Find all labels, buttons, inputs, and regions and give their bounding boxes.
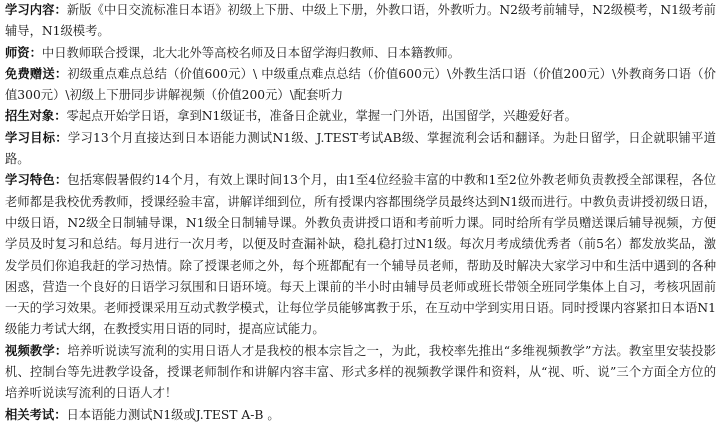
section-label: 学习目标： [5,130,68,145]
section-text: 包括寒假暑假约14个月，有效上课时间13个月，由1至4位经验丰富的中教和1至2位外教老师负责教授全部课程，各位老师都是我校优秀教师，授课经验丰富，讲解详细到位，所有授课内容都围绕学员最终达到N1级而进行。中教负责讲授初级日语，中级日语，N2级全日制辅导课，N1级全日制辅导课。外教负责讲授口语和考前听力课。同时给所有学员赠送课后辅导视频，方便学员及时复习和总结。每月进行一次月考，以便及时查漏补缺，稳扎稳打过N1级。每次月考成绩优秀者（前5名）都发放奖品，激发学员们你追我赶的学习热情。除了授课老师之外，每个班都配有一个辅导员老师，帮助及时解决大家学习中和生活中遇到的各种困惑，营造一个良好的日语学习氛围和日语环境。每天上课前的半小时由辅导员老师或班长带领全班同学集体上自习，考核巩固前一天的学习效果。老师授课采用互动式教学模式，让每位学员能够寓教于乐，在互动中学到实用日语。同时授课内容紧扣日本语N1级能力考试大纲，在教授实用日语的同时，提高应试能力。 [5,173,716,337]
section-free-gifts [5,64,716,107]
section-text: 新版《中日交流标准日本语》初级上下册、中级上下册，外教口语，外教听力。N2级考前辅导，N2级模考，N1级考前辅导，N1级模考。 [5,3,716,39]
section-label: 师资： [5,45,42,60]
section-learning-goals [5,128,716,171]
section-text: 零起点开始学日语，拿到N1级证书，准备日企就业，掌握一门外语，出国留学，兴趣爱好者。 [66,109,577,124]
section-label: 学习内容： [5,3,67,17]
section-teachers [5,43,716,64]
section-text: 初级重点难点总结（价值600元）\ 中级重点难点总结（价值600元）\外教生活口语（价值200元）\外教商务口语（价值300元）\初级上下册同步讲解视频（价值200元）\配套听力 [5,66,716,103]
section-label: 相关考试： [5,407,67,422]
section-target-students [5,106,716,127]
section-text: 日本语能力测试N1级或J.TEST A-B 。 [66,407,280,422]
section-text: 学习13个月直接达到日本语能力测试N1级、J.TEST考试AB级、掌握流利会话和翻译。为赴日留学，日企就职铺平道路。 [5,130,716,167]
section-study-content [5,0,716,43]
section-text: 培养听说读写流利的实用日语人才是我校的根本宗旨之一，为此，我校率先推出“多维视频教学”方法。教室里安装投影机、控制台等先进教学设备，授课老师制作和讲解内容丰富、形式多样的视频教学课件和资料，从“视、听、说”三个方面全方位的培养听说读写流利的日语人才！ [5,343,716,401]
section-video-teaching [5,341,716,405]
section-text: 中日教师联合授课，北大北外等高校名师及日本留学海归教师、日本籍教师。 [41,45,461,60]
section-label: 招生对象： [5,109,67,124]
section-learning-features [5,170,716,340]
section-label: 学习特色： [5,173,68,188]
section-label: 免费赠送： [5,66,68,81]
section-label: 视频教学： [5,343,68,358]
section-related-exams [5,405,716,426]
